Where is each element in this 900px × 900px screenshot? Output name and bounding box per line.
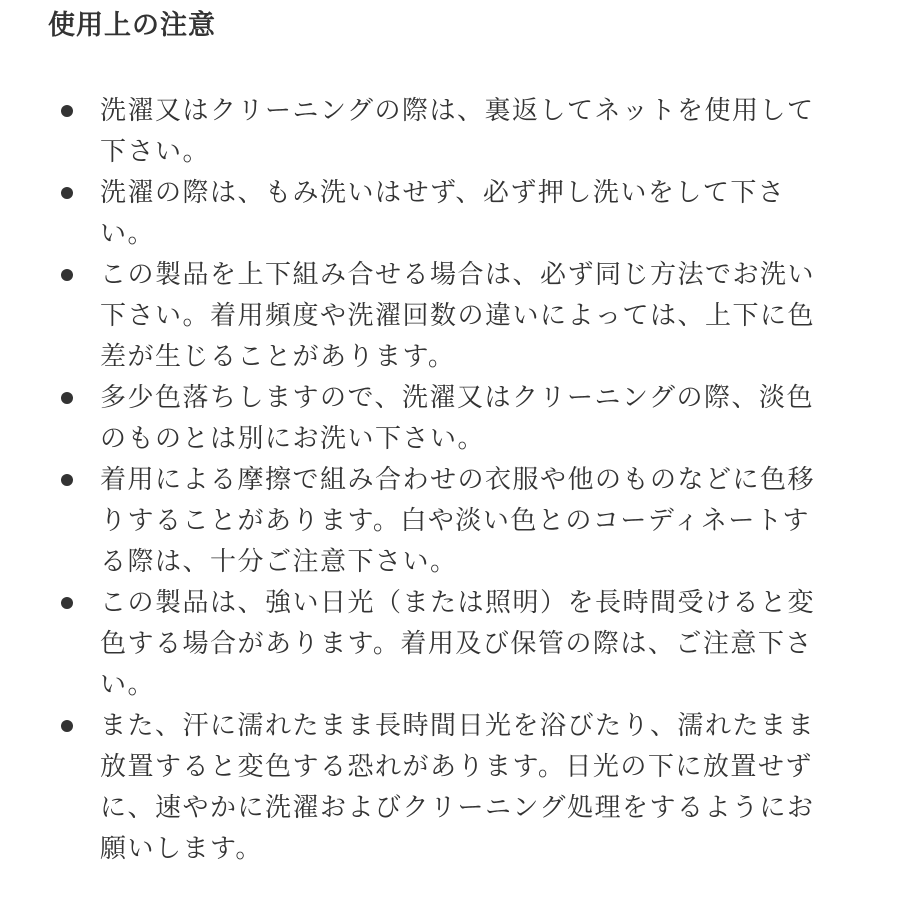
notice-line: 下さい。 <box>100 137 211 167</box>
list-item <box>0 706 900 870</box>
notice-line: 色する場合があります。着用及び保管の際は、ご注意下さ <box>100 629 813 659</box>
bullet-icon <box>61 105 73 117</box>
notice-line: のものとは別にお洗い下さい。 <box>100 424 486 454</box>
bullet-icon <box>61 474 73 486</box>
notice-list <box>0 91 900 870</box>
notice-line: 洗濯の際は、もみ洗いはせず、必ず押し洗いをして下さ <box>100 178 786 208</box>
bullet-icon <box>61 720 73 732</box>
notice-line: この製品は、強い日光（または照明）を長時間受けると変 <box>100 588 816 618</box>
notice-line: 願いします。 <box>100 834 263 864</box>
notice-line: 下さい。着用頻度や洗濯回数の違いによっては、上下に色 <box>100 301 816 331</box>
list-item <box>0 378 900 460</box>
list-item <box>0 255 900 378</box>
notice-line: この製品を上下組み合せる場合は、必ず同じ方法でお洗い <box>100 260 816 290</box>
notice-line: る際は、十分ご注意下さい。 <box>100 547 458 577</box>
notice-line: に、速やかに洗濯およびクリーニング処理をするようにお <box>100 793 815 823</box>
notice-line: い。 <box>100 219 156 249</box>
list-item <box>0 583 900 706</box>
list-item <box>0 460 900 583</box>
bullet-icon <box>61 187 73 199</box>
bullet-icon <box>61 597 73 609</box>
notice-line: 差が生じることがあります。 <box>100 342 456 372</box>
page-title: 使用上の注意 <box>48 10 216 41</box>
list-item <box>0 173 900 255</box>
notice-line: 多少色落ちしますので、洗濯又はクリーニングの際、淡色 <box>100 383 814 413</box>
list-item <box>0 91 900 173</box>
bullet-icon <box>61 392 73 404</box>
notice-line: 洗濯又はクリーニングの際は、裏返してネットを使用して <box>100 96 815 126</box>
notice-line: 着用による摩擦で組み合わせの衣服や他のものなどに色移 <box>100 465 816 495</box>
notice-line: い。 <box>100 670 156 700</box>
notice-line: また、汗に濡れたまま長時間日光を浴びたり、濡れたまま <box>100 711 816 741</box>
notice-line: りすることがあります。白や淡い色とのコーディネートす <box>100 506 811 536</box>
notice-line: 放置すると変色する恐れがあります。日光の下に放置せず <box>100 752 813 782</box>
bullet-icon <box>61 269 73 281</box>
